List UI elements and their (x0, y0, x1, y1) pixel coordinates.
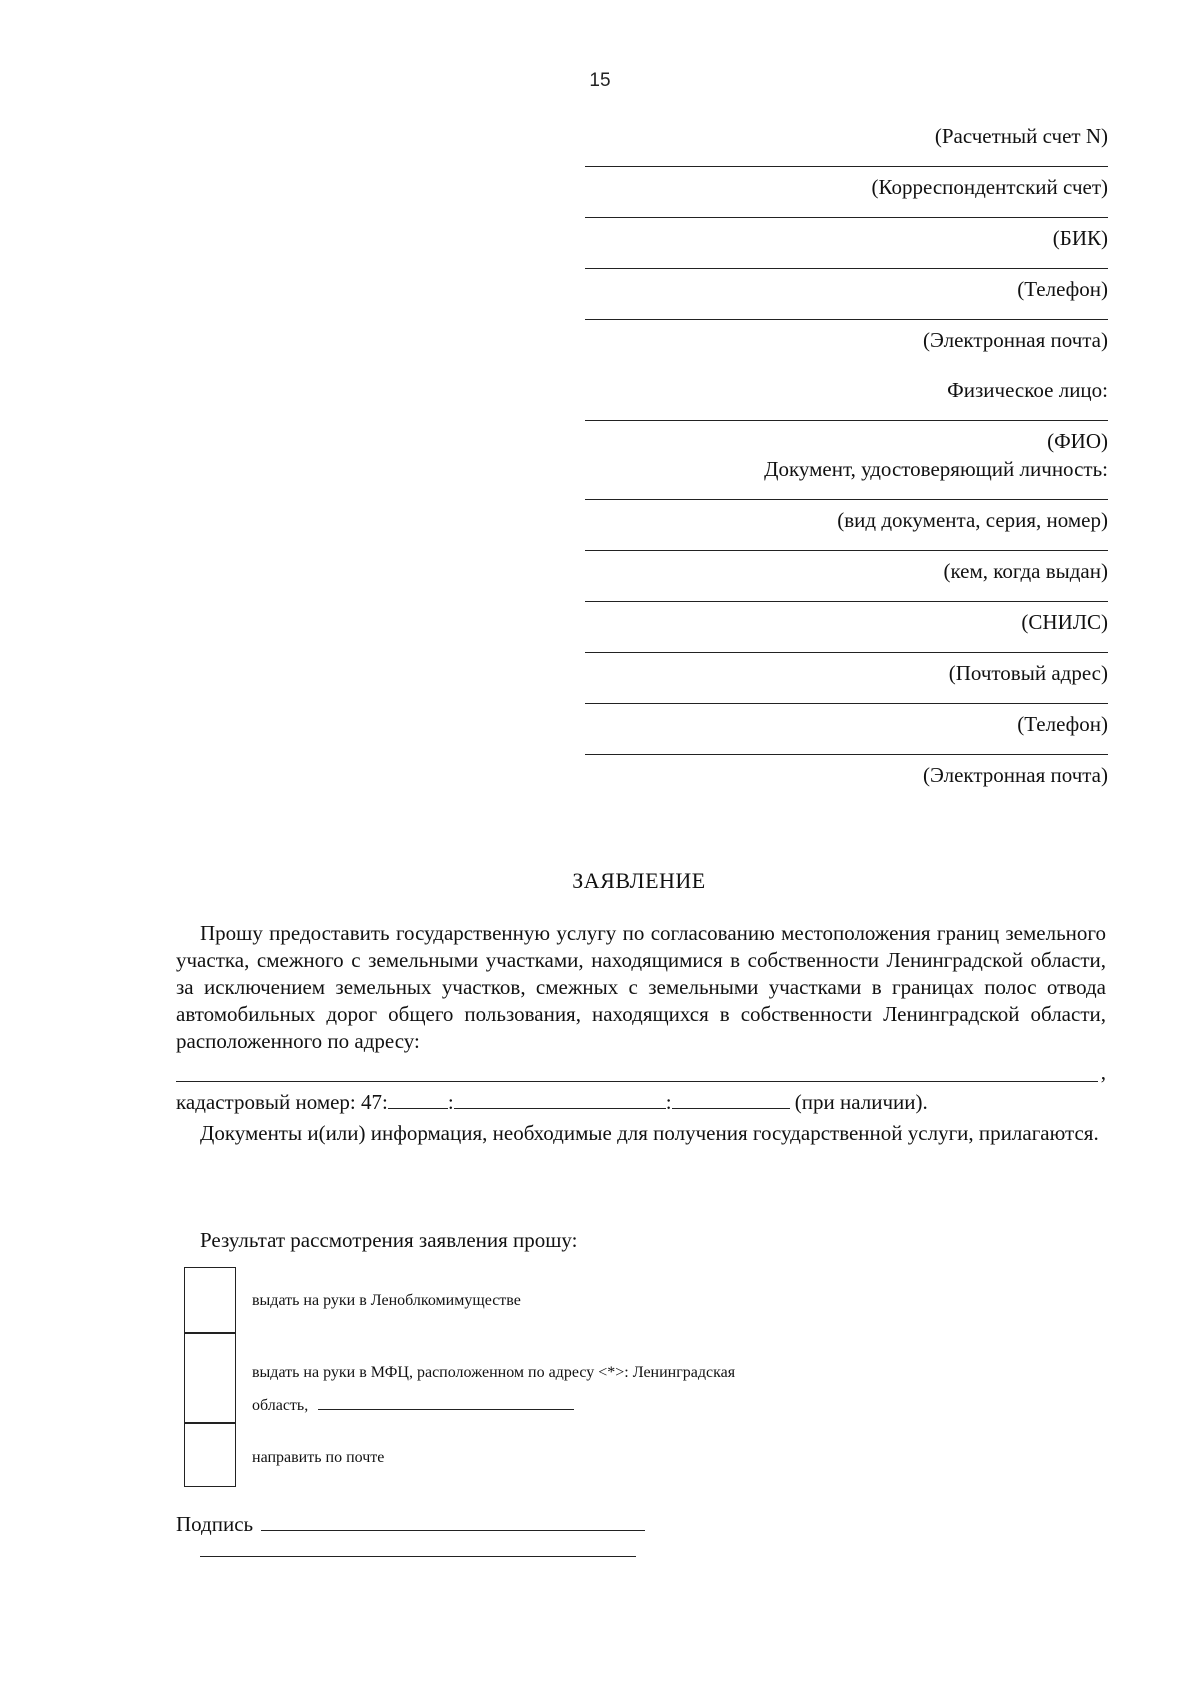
fio-caption: (ФИО) (1047, 429, 1108, 453)
postal-address-line[interactable] (585, 652, 1108, 653)
signature-row (176, 1510, 645, 1537)
id-document-heading: Документ, удостоверяющий личность: (764, 457, 1108, 481)
individual-phone-caption: (Телефон) (1017, 712, 1108, 736)
option-1-checkbox[interactable] (184, 1267, 236, 1334)
settlement-account-caption: (Расчетный счет N) (934, 124, 1108, 148)
postal-address-caption: (Почтовый адрес) (948, 661, 1108, 685)
bik-caption: (БИК) (1052, 226, 1108, 250)
doc-type-caption: (вид документа, серия, номер) (837, 508, 1108, 532)
document-title: ЗАЯВЛЕНИЕ (572, 868, 706, 893)
cadastral-note: (при наличии). (794, 1090, 928, 1114)
phone-caption: (Телефон) (1017, 277, 1108, 301)
request-paragraph: Прошу предоставить государственную услугу по согласованию местоположения границ земельного участка, смежного с земельными участками, находящимися в собственности Ленинградской области, за исключением земельных участков, смежных с земельными участками в границах полос отвода автомобильных дорог общего пользования, находящихся в собственности Ленинградской области, расположенного по адресу: (176, 921, 1106, 1053)
correspondent-account-line[interactable] (585, 166, 1108, 167)
mfc-address-line[interactable] (318, 1389, 574, 1410)
documents-paragraph: Документы и(или) информация, необходимые для получения государственной услуги, прилагаются. (200, 1121, 1099, 1145)
cadastral-part-2[interactable] (454, 1088, 666, 1109)
option-2-checkbox[interactable] (184, 1332, 236, 1424)
applicant-details (585, 122, 1108, 789)
option-3-label: направить по почте (252, 1449, 385, 1466)
snils-line[interactable] (585, 601, 1108, 602)
signature-line[interactable] (261, 1510, 645, 1531)
cadastral-sep-1: : (447, 1090, 454, 1114)
signature-decode-line[interactable] (200, 1556, 636, 1557)
individual-heading: Физическое лицо: (947, 378, 1108, 402)
address-line[interactable] (176, 1057, 1098, 1082)
address-end-comma: , (1100, 1060, 1106, 1084)
phone-line[interactable] (585, 268, 1108, 269)
page-number: 15 (589, 70, 611, 91)
bik-line[interactable] (585, 217, 1108, 218)
issued-by-caption: (кем, когда выдан) (943, 559, 1108, 583)
fio-line[interactable] (585, 420, 1108, 421)
individual-email-caption: (Электронная почта) (923, 763, 1108, 787)
result-heading: Результат рассмотрения заявления прошу: (200, 1228, 578, 1252)
cadastral-number-row (176, 1088, 1106, 1116)
cadastral-label: кадастровый номер: 47: (176, 1090, 388, 1114)
option-2-label-cont (252, 1389, 574, 1420)
signature-label: Подпись (176, 1512, 254, 1536)
snils-caption: (СНИЛС) (1021, 610, 1108, 634)
email-caption: (Электронная почта) (923, 328, 1108, 352)
issued-by-line[interactable] (585, 550, 1108, 551)
option-2-label: выдать на руки в МФЦ, расположенном по адресу <*>: Ленинградская (252, 1364, 736, 1381)
cadastral-sep-2: : (665, 1090, 672, 1114)
cadastral-part-3[interactable] (672, 1088, 790, 1109)
option-3-checkbox[interactable] (184, 1422, 236, 1487)
application-body (176, 920, 1106, 1147)
email-line[interactable] (585, 319, 1108, 320)
correspondent-account-caption: (Корреспондентский счет) (871, 175, 1108, 199)
option-1-label: выдать на руки в Леноблкомимуществе (252, 1292, 521, 1309)
option-2-label-cont-text: область, (252, 1397, 309, 1414)
doc-type-line[interactable] (585, 499, 1108, 500)
individual-email-line[interactable] (585, 754, 1108, 755)
individual-phone-line[interactable] (585, 703, 1108, 704)
cadastral-part-1[interactable] (388, 1088, 448, 1109)
